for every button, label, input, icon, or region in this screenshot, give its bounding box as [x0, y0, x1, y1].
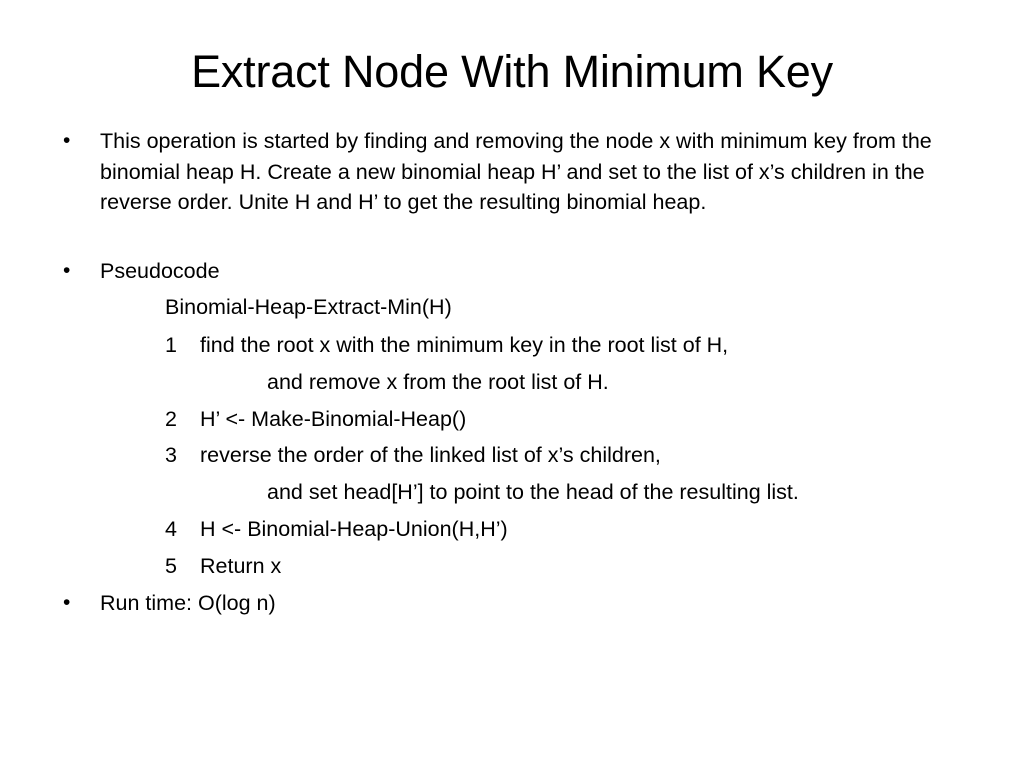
- pseudocode-step-continuation: [267, 367, 609, 398]
- bullet-text: Pseudocode: [100, 259, 220, 283]
- step-text: Return x: [200, 554, 282, 578]
- pseudocode-step: [165, 404, 466, 435]
- step-number: 1: [165, 333, 177, 357]
- bullet-item-pseudocode: [63, 256, 960, 287]
- step-text: and remove x from the root list of H.: [267, 370, 609, 394]
- step-text: H’ <- Make-Binomial-Heap(): [200, 407, 467, 431]
- bullet-glyph: •: [63, 259, 71, 282]
- step-number: 5: [165, 554, 177, 578]
- bullet-glyph: •: [63, 591, 71, 614]
- pseudocode-step-continuation: [267, 477, 799, 508]
- bullet-text: Run time: O(log n): [100, 591, 276, 615]
- step-number: 3: [165, 443, 177, 467]
- pseudocode-step: [165, 330, 728, 361]
- step-text: reverse the order of the linked list of x’s children,: [200, 443, 661, 467]
- pseudocode-step: [165, 551, 281, 582]
- bullet-glyph: •: [63, 129, 71, 152]
- step-number: 4: [165, 517, 177, 541]
- pseudocode-header: Binomial-Heap-Extract-Min(H): [165, 295, 452, 319]
- step-text: find the root x with the minimum key in the root list of H,: [200, 333, 729, 357]
- step-text: and set head[H’] to point to the head of the resulting list.: [267, 480, 799, 504]
- pseudocode-step: [165, 514, 508, 545]
- slide-title: Extract Node With Minimum Key: [191, 46, 833, 97]
- bullet-text: This operation is started by finding and removing the node x with minimum key from the binomial heap H. Create a new binomial heap H’ and set to the list of x’s children in the reverse order. Unite H and H’ to get the resulting binomial heap.: [100, 129, 932, 214]
- bullet-item-description: [63, 126, 960, 218]
- bullet-item-runtime: [63, 588, 960, 619]
- step-text: H <- Binomial-Heap-Union(H,H’): [200, 517, 508, 541]
- pseudocode-step: [165, 440, 661, 471]
- step-number: 2: [165, 407, 177, 431]
